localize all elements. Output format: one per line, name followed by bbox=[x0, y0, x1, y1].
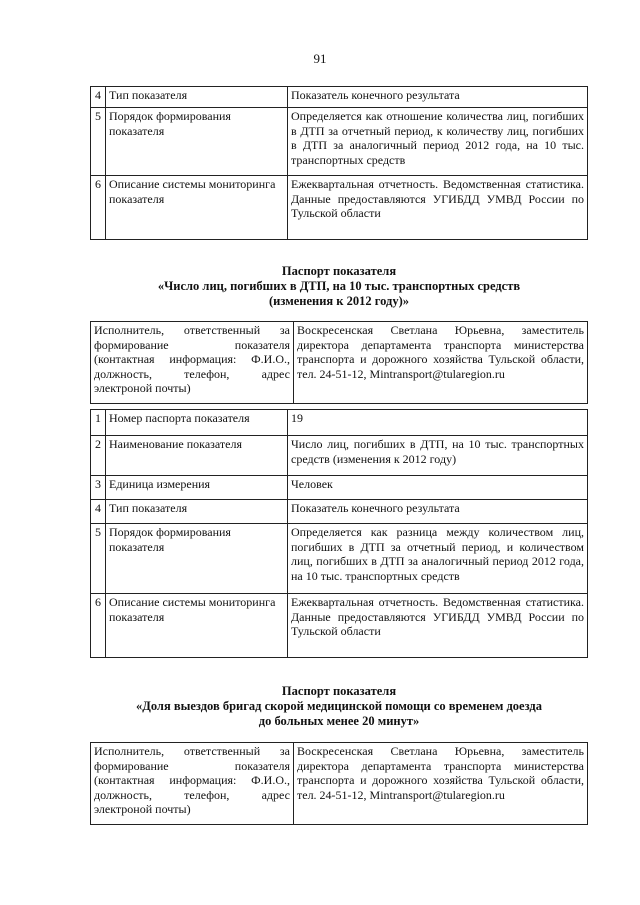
row-number: 5 bbox=[91, 108, 106, 176]
table-row bbox=[91, 176, 588, 240]
row-value: Ежеквартальная отчетность. Ведомственная статистика. Данные предоставляются УГИБДД УМВД России по Тульской области bbox=[288, 176, 588, 240]
row-value: Человек bbox=[288, 476, 588, 500]
row-label: Порядок формирования показателя bbox=[106, 524, 288, 594]
row-value: Число лиц, погибших в ДТП, на 10 тыс. транспортных средств (изменения к 2012 году) bbox=[288, 436, 588, 476]
row-number: 5 bbox=[91, 524, 106, 594]
row-number: 3 bbox=[91, 476, 106, 500]
passport-title-line: Паспорт показателя bbox=[281, 264, 397, 278]
row-label: Тип показателя bbox=[106, 87, 288, 108]
table-row bbox=[91, 436, 588, 476]
passport-title-line: (изменения к 2012 году)» bbox=[268, 294, 409, 308]
passport-title bbox=[90, 684, 588, 729]
row-value: Определяется как разница между количеством лиц, погибших в ДТП за отчетный период, и количеством лиц, погибших в ДТП за аналогичный период 2012 года, на 10 тыс. транспортных средств bbox=[288, 524, 588, 594]
row-value: Показатель конечного результата bbox=[288, 87, 588, 108]
table-row bbox=[91, 524, 588, 594]
executor-label: Исполнитель, ответственный за формирование показателя (контактная информация: Ф.И.О., должность, телефон, адрес электроной почты) bbox=[91, 322, 294, 404]
row-label: Порядок формирования показателя bbox=[106, 108, 288, 176]
executor-value: Воскресенская Светлана Юрьевна, заместитель директора департамента транспорта министерства транспорта и дорожного хозяйства Тульской области, тел. 24-51-12, Mintransport@tularegion.ru bbox=[294, 743, 588, 825]
row-value: Ежеквартальная отчетность. Ведомственная статистика. Данные предоставляются УГИБДД УМВД России по Тульской области bbox=[288, 594, 588, 658]
row-value: 19 bbox=[288, 410, 588, 436]
row-value: Показатель конечного результата bbox=[288, 500, 588, 524]
passport-title-line: «Доля выездов бригад скорой медицинской помощи со временем доезда bbox=[136, 699, 542, 713]
row-number: 6 bbox=[91, 594, 106, 658]
row-label: Номер паспорта показателя bbox=[106, 410, 288, 436]
top-table bbox=[90, 86, 588, 240]
row-label: Единица измерения bbox=[106, 476, 288, 500]
passport-title-line: до больных менее 20 минут» bbox=[258, 714, 420, 728]
executor-table bbox=[90, 321, 588, 404]
row-number: 2 bbox=[91, 436, 106, 476]
table-row bbox=[91, 322, 588, 404]
executor-value: Воскресенская Светлана Юрьевна, заместитель директора департамента транспорта министерства транспорта и дорожного хозяйства Тульской области, тел. 24-51-12, Mintransport@tularegion.ru bbox=[294, 322, 588, 404]
row-number: 4 bbox=[91, 500, 106, 524]
executor-table bbox=[90, 742, 588, 825]
row-number: 6 bbox=[91, 176, 106, 240]
table-row bbox=[91, 743, 588, 825]
row-number: 1 bbox=[91, 410, 106, 436]
row-label: Тип показателя bbox=[106, 500, 288, 524]
row-label: Описание системы мониторинга показателя bbox=[106, 594, 288, 658]
table-row bbox=[91, 500, 588, 524]
passport-title-line: «Число лиц, погибших в ДТП, на 10 тыс. транспортных средств bbox=[157, 279, 521, 293]
executor-label: Исполнитель, ответственный за формирование показателя (контактная информация: Ф.И.О., должность, телефон, адрес электроной почты) bbox=[91, 743, 294, 825]
row-value: Определяется как отношение количества лиц, погибших в ДТП за отчетный период, к количеству лиц, погибших в ДТП за аналогичный период 2012 года, на 10 тыс. транспортных средств bbox=[288, 108, 588, 176]
row-label: Наименование показателя bbox=[106, 436, 288, 476]
table-row bbox=[91, 108, 588, 176]
passport-title bbox=[90, 264, 588, 309]
table-row bbox=[91, 410, 588, 436]
table-row bbox=[91, 476, 588, 500]
row-number: 4 bbox=[91, 87, 106, 108]
row-label: Описание системы мониторинга показателя bbox=[106, 176, 288, 240]
passport-table bbox=[90, 409, 588, 658]
table-row bbox=[91, 594, 588, 658]
passport-title-line: Паспорт показателя bbox=[281, 684, 397, 698]
page-number: 91 bbox=[313, 51, 327, 66]
table-row bbox=[91, 87, 588, 108]
